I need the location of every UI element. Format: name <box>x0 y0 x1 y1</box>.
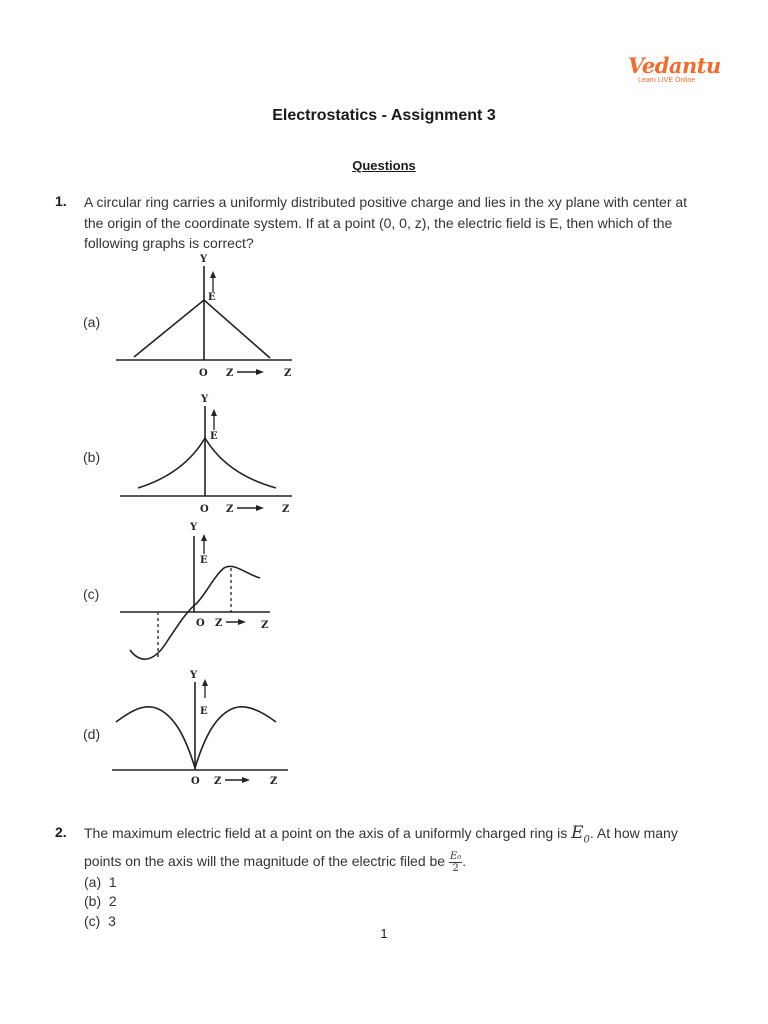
up-arrow-icon <box>201 534 207 541</box>
question-2-text: The maximum electric field at a point on the axis of a uniformly charged ring is $E_0$. At how many points on the axis will the magnitude of the electric filed be $\frac{\text{E₀}}{2}$ . <box>84 823 678 874</box>
graph-origin-label: O <box>199 368 208 379</box>
graph-origin-label: O <box>196 618 205 629</box>
graph-e-label: E <box>210 431 218 442</box>
graph-z-label: Z <box>261 620 269 631</box>
right-arrow-icon <box>242 777 250 783</box>
e0-symbol: $E_0$ <box>571 823 590 846</box>
option-c-label: (c) <box>83 586 100 602</box>
graph-y-label: Y <box>201 394 209 405</box>
graph-a <box>110 252 300 382</box>
section-heading: Questions <box>352 158 416 173</box>
question-2-text-middle: . At how many points on the axis will the magnitude of the electric filed be <box>84 825 678 870</box>
graph-z-arrow-label: Z <box>214 776 222 787</box>
field-curve <box>138 438 276 488</box>
graph-z-arrow-label: Z <box>215 618 223 629</box>
graph-e-label: E <box>208 292 216 303</box>
question-2-text-start: The maximum electric field at a point on the axis of a uniformly charged ring is <box>84 825 572 841</box>
graph-y-label: Y <box>190 522 198 533</box>
vedantu-logo <box>628 53 721 89</box>
graph-origin-label: O <box>191 776 200 787</box>
graph-y-label: Y <box>190 670 198 681</box>
up-arrow-icon <box>211 409 217 416</box>
option-b-label: (b) <box>83 449 101 465</box>
question-2-option-a: (a) 1 <box>84 874 117 890</box>
question-2-option-b: (b) 2 <box>84 893 117 909</box>
up-arrow-icon <box>202 679 208 686</box>
graph-y-label: Y <box>200 254 208 265</box>
logo-wordmark: Vedantu <box>628 53 721 78</box>
logo-tagline: Learn LIVE Online <box>638 77 696 84</box>
question-2-number: 2. <box>55 824 67 840</box>
right-arrow-icon <box>238 619 246 625</box>
page-number: 1 <box>380 926 388 941</box>
right-arrow-icon <box>256 369 264 375</box>
graph-origin-label: O <box>200 504 209 515</box>
question-2-option-c: (c) 3 <box>84 913 116 929</box>
option-d-label: (d) <box>83 726 101 742</box>
question-1-number: 1. <box>55 193 67 209</box>
graph-z-arrow-label: Z <box>226 368 234 379</box>
field-curve <box>116 707 276 768</box>
option-a-label: (a) <box>83 314 101 330</box>
graph-d <box>108 668 298 793</box>
graph-z-label: Z <box>282 504 290 515</box>
e0-over-2-fraction: $\frac{\text{E₀}}{2}$ <box>449 850 462 874</box>
page-title: Electrostatics - Assignment 3 <box>272 107 496 124</box>
right-arrow-icon <box>256 505 264 511</box>
question-1-text: A circular ring carries a uniformly distributed positive charge and lies in the xy plane with center at the origin of the coordinate system. If at a point (0, 0, z), the electric field is E, then which of the following graphs is correct? <box>84 194 688 251</box>
graph-e-label: E <box>200 706 208 717</box>
graph-z-label: Z <box>270 776 278 787</box>
field-curve <box>134 300 270 358</box>
up-arrow-icon <box>210 271 216 278</box>
graph-c <box>110 518 300 668</box>
graph-z-arrow-label: Z <box>226 504 234 515</box>
graph-b <box>110 390 300 515</box>
graph-z-label: Z <box>284 368 292 379</box>
graph-e-label: E <box>200 555 208 566</box>
